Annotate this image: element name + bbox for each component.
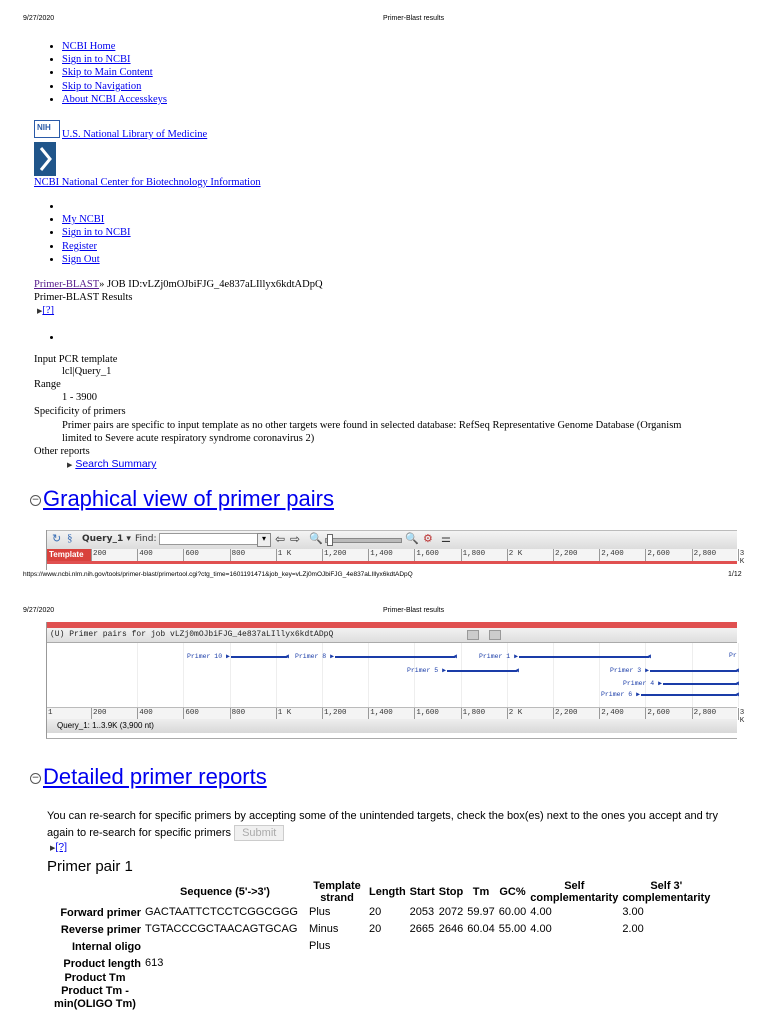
table-cell xyxy=(528,938,620,955)
header-blank xyxy=(47,880,143,904)
graphic-viewer-top xyxy=(46,530,745,570)
table-cell xyxy=(367,938,408,955)
ruler-tick-label: 1,200 xyxy=(324,550,347,558)
table-cell xyxy=(143,985,307,1011)
empty-list-item xyxy=(62,200,131,213)
track-area xyxy=(47,643,737,707)
triangle-right-icon: ▶ xyxy=(50,845,56,852)
link-ncbi-home[interactable]: NCBI Home xyxy=(62,41,116,52)
zoom-in-icon[interactable]: 🔍 xyxy=(405,532,419,545)
table-cell xyxy=(497,985,529,1011)
ruler-tick-label: 1,800 xyxy=(462,550,486,558)
find-input[interactable] xyxy=(159,533,271,545)
print-footer-page: 1/12 xyxy=(728,571,742,578)
grid-line xyxy=(461,643,462,707)
table-cell: 4.00 xyxy=(530,906,552,918)
reverse-primer-arrow-icon: ◀ xyxy=(735,667,739,674)
ruler-tick-label: 1,400 xyxy=(370,550,393,558)
primer-line[interactable] xyxy=(335,656,455,658)
table-cell: 3.00 xyxy=(622,906,644,918)
ruler-tick-label: 200 xyxy=(93,550,107,558)
row-label: Product length xyxy=(63,957,141,970)
triangle-right-icon: ▶ xyxy=(67,462,73,469)
row-label: Forward primer xyxy=(60,906,141,919)
ruler-tick xyxy=(692,549,693,561)
ruler-tick-label: 2,800 xyxy=(693,550,717,558)
help-toggle[interactable] xyxy=(37,305,54,316)
primer-label[interactable]: Primer 4 ▶ xyxy=(623,680,663,687)
grid-line xyxy=(553,643,554,707)
table-cell xyxy=(143,972,307,985)
nih-badge-text: NIH xyxy=(37,123,51,132)
triangle-right-icon: ▶ xyxy=(37,307,43,315)
table-cell xyxy=(465,972,497,985)
pan-left-icon[interactable]: ⇦ xyxy=(275,532,286,546)
print-header-title: Primer-Blast results xyxy=(383,15,445,22)
row-label: Product Tm xyxy=(64,972,126,984)
info-input-value: lcl|Query_1 xyxy=(62,366,112,377)
link-skip-main[interactable]: Skip to Main Content xyxy=(62,67,153,79)
row-label: Reverse primer xyxy=(60,923,141,936)
table-cell xyxy=(528,972,620,985)
table-cell: 2646 xyxy=(438,923,464,935)
help-toggle-2[interactable] xyxy=(50,841,67,853)
row-label: Product Tm - min(OLIGO Tm) xyxy=(54,985,136,1010)
submit-button[interactable]: Submit xyxy=(234,825,284,841)
table-cell: 2053 xyxy=(409,906,435,918)
table-cell: Plus xyxy=(309,906,331,918)
table-cell xyxy=(143,938,307,955)
find-label: Find: xyxy=(135,534,157,544)
pan-right-icon[interactable]: ⇨ xyxy=(290,532,301,546)
primer-label[interactable]: Pr xyxy=(729,652,737,659)
settings-icon[interactable]: ⚌ xyxy=(441,532,451,545)
table-row xyxy=(47,972,712,985)
info-other-label: Other reports xyxy=(34,446,90,457)
ruler-tick-label: 2,200 xyxy=(555,709,578,717)
table-cell: 20 xyxy=(369,923,382,935)
ruler-tick-label: 2,600 xyxy=(647,550,670,558)
ruler-tick xyxy=(599,549,600,561)
reverse-primer-arrow-icon: ◀ xyxy=(285,653,289,660)
print-header-date: 9/27/2020 xyxy=(23,15,55,22)
table-cell xyxy=(465,955,497,972)
viewer-toolbar xyxy=(47,530,737,550)
ruler-tick-label: 1,400 xyxy=(370,709,393,717)
zoom-slider[interactable] xyxy=(325,538,402,543)
table-cell: Plus xyxy=(309,940,331,952)
link-sign-in[interactable]: Sign in to NCBI xyxy=(62,54,131,66)
nih-logo-icon[interactable] xyxy=(34,120,60,138)
primer-table xyxy=(47,880,712,1011)
table-cell xyxy=(307,955,367,972)
info-spec-label: Specificity of primers xyxy=(34,406,126,417)
ruler-tick-label: 1,200 xyxy=(324,709,347,717)
table-cell xyxy=(528,985,620,1011)
table-cell: 4.00 xyxy=(530,923,552,935)
table-cell: 59.97 xyxy=(467,906,495,918)
ruler-tick-label: 3 K xyxy=(739,709,745,725)
primer-label[interactable]: Primer 5 ▶ xyxy=(407,667,447,674)
ruler-tick-label: 2,800 xyxy=(693,709,717,717)
primer-label[interactable]: Primer 8 ▶ xyxy=(295,653,335,660)
primer-line[interactable] xyxy=(641,694,737,696)
primer-label[interactable]: Primer 1 ▶ xyxy=(479,653,519,660)
ruler-tick-label: 1 xyxy=(48,709,53,717)
reverse-primer-arrow-icon: ◀ xyxy=(647,653,651,660)
ruler-tick-label: 1 K xyxy=(277,709,292,717)
table-cell xyxy=(620,985,712,1011)
ruler-tick-label: 2,400 xyxy=(601,709,624,717)
reverse-primer-arrow-icon: ◀ xyxy=(453,653,457,660)
ruler-tick xyxy=(91,549,92,561)
header-tm: Tm xyxy=(472,886,490,898)
ruler-tick-label: 400 xyxy=(139,709,153,717)
header-self-comp: Self complementarity xyxy=(530,880,619,904)
grid-line xyxy=(368,643,369,707)
ruler-tick-label: 800 xyxy=(231,550,246,558)
graphical-heading[interactable] xyxy=(30,486,334,512)
info-spec-value: Primer pairs are specific to input template as no other targets were found in selected database: RefSeq Representative Genome Database (Organism limited to Severe acute respiratory syndrome coronavirus 2) xyxy=(62,420,682,444)
table-cell: 55.00 xyxy=(498,923,527,935)
zoom-slider-thumb[interactable] xyxy=(327,534,333,546)
table-cell: 2072 xyxy=(438,906,464,918)
ruler-tick xyxy=(738,708,739,720)
table-cell xyxy=(465,938,497,955)
ruler-tick xyxy=(230,549,231,561)
table-cell: 613 xyxy=(145,957,164,969)
help-link[interactable]: [?] xyxy=(42,305,55,316)
ruler-tick-label: 2 K xyxy=(508,709,523,717)
table-cell xyxy=(437,972,465,985)
ruler-tick xyxy=(414,549,415,561)
table-cell xyxy=(307,972,367,985)
header-stop: Stop xyxy=(438,886,464,898)
table-cell xyxy=(437,985,465,1011)
ruler-top xyxy=(91,549,745,566)
ruler-tick-label: 200 xyxy=(93,709,107,717)
track-title: (U) Primer pairs for job vLZj0mOJbiFJG_4e837aLIllyx6kdtADpQ xyxy=(50,630,334,639)
table-cell: 2.00 xyxy=(622,923,644,935)
table-cell: TGTACCCGCTAACAGTGCAG xyxy=(145,923,298,935)
track-close-icon[interactable] xyxy=(489,630,501,640)
ruler-tick-label: 1 K xyxy=(277,550,292,558)
link-skip-nav[interactable]: Skip to Navigation xyxy=(62,80,142,92)
table-cell: 2665 xyxy=(409,923,435,935)
header-gc: GC% xyxy=(499,886,526,898)
ruler-tick-label: 1,800 xyxy=(462,709,486,717)
table-row xyxy=(47,938,712,955)
search-summary-toggle[interactable] xyxy=(67,458,156,470)
ruler-tick xyxy=(368,549,369,561)
breadcrumb-job-id: » JOB ID:vLZj0mOJbiFJG_4e837aLIllyx6kdtADpQ xyxy=(99,279,323,290)
ruler-tick xyxy=(137,549,138,561)
primer-label[interactable]: Primer 10 ▶ xyxy=(187,653,230,660)
grid-line xyxy=(276,643,277,707)
table-row xyxy=(47,955,712,972)
print-header-title-2: Primer-Blast results xyxy=(383,607,445,614)
detailed-heading[interactable] xyxy=(30,764,267,790)
template-label: Template xyxy=(47,549,91,561)
link-sign-out[interactable]: Sign Out xyxy=(62,253,100,265)
table-cell xyxy=(497,955,529,972)
ruler-tick xyxy=(183,549,184,561)
query-select-label: Query_1 xyxy=(82,534,124,544)
table-row xyxy=(47,904,712,921)
reverse-primer-arrow-icon: ◀ xyxy=(735,691,739,698)
link-register[interactable]: Register xyxy=(62,240,97,252)
ruler-tick-label: 2,200 xyxy=(555,550,578,558)
top-links xyxy=(62,40,167,106)
table-cell xyxy=(408,972,437,985)
table-cell xyxy=(620,955,712,972)
table-cell xyxy=(367,985,408,1011)
ruler-tick-label: 2 K xyxy=(508,550,523,558)
ruler-tick-label: 600 xyxy=(185,550,199,558)
zoom-out-icon[interactable]: 🔍 xyxy=(309,532,323,545)
breadcrumb xyxy=(34,279,323,290)
ruler-tick xyxy=(276,549,277,561)
collapse-icon[interactable]: − xyxy=(31,495,40,505)
results-title: Primer-BLAST Results xyxy=(34,292,133,303)
primer-line[interactable] xyxy=(650,670,737,672)
refresh-icon[interactable]: ↻ xyxy=(52,533,62,545)
ruler-tick-label: 2,600 xyxy=(647,709,670,717)
table-cell xyxy=(408,985,437,1011)
table-cell xyxy=(528,955,620,972)
print-header-date-2: 9/27/2020 xyxy=(23,607,55,614)
table-cell xyxy=(620,972,712,985)
grid-line xyxy=(137,643,138,707)
table-cell: 60.04 xyxy=(467,923,495,935)
track-settings-icon[interactable] xyxy=(467,630,479,640)
breadcrumb-primer-blast[interactable]: Primer-BLAST xyxy=(34,279,100,290)
link-accesskeys[interactable]: About NCBI Accesskeys xyxy=(62,93,167,105)
table-cell xyxy=(620,938,712,955)
primer-line[interactable] xyxy=(447,670,517,672)
ruler-tick-label: 1,600 xyxy=(416,550,439,558)
header-length: Length xyxy=(369,886,406,898)
table-cell xyxy=(307,985,367,1011)
graphical-heading-text: Graphical view of primer pairs xyxy=(43,486,334,511)
primer-line[interactable] xyxy=(663,683,737,685)
primer-label[interactable]: Primer 3 ▶ xyxy=(610,667,650,674)
grid-line xyxy=(692,643,693,707)
table-cell xyxy=(497,938,529,955)
link-ncbi[interactable]: NCBI National Center for Biotechnology Information xyxy=(34,177,261,188)
search-summary-link[interactable]: Search Summary xyxy=(75,458,157,470)
ruler-tick xyxy=(322,549,323,561)
print-footer-url: https://www.ncbi.nlm.nih.gov/tools/primer-blast/primertool.cgi?ctg_time=1601191471&job_key=vLZj0mOJbiFJG_4e837aLIllyx6kdtADpQ xyxy=(23,571,413,578)
pair-title: Primer pair 1 xyxy=(47,858,133,875)
ruler-tick-label: 600 xyxy=(185,709,199,717)
detailed-heading-text: Detailed primer reports xyxy=(43,764,267,789)
ruler-tick-label: 400 xyxy=(139,550,153,558)
table-row xyxy=(47,921,712,938)
query-status: Query_1: 1..3.9K (3,900 nt) xyxy=(47,719,737,733)
reverse-primer-arrow-icon: ◀ xyxy=(515,667,519,674)
ruler-tick xyxy=(738,549,739,561)
find-dropdown[interactable]: ▾ xyxy=(257,533,271,547)
query-select[interactable]: Query_1 ▾ xyxy=(82,534,131,544)
reverse-primer-arrow-icon: ◀ xyxy=(735,680,739,687)
table-cell xyxy=(408,938,437,955)
help-link-2[interactable]: [?] xyxy=(55,841,68,853)
table-cell xyxy=(367,955,408,972)
ruler-tick-label: 800 xyxy=(231,709,246,717)
graphic-viewer-bottom xyxy=(46,622,745,739)
primer-line[interactable] xyxy=(231,656,287,658)
table-row xyxy=(47,985,712,1011)
ruler-tick xyxy=(553,549,554,561)
user-links xyxy=(62,200,131,266)
link-sign-in-2[interactable]: Sign in to NCBI xyxy=(62,227,131,239)
header-sequence: Sequence (5'->3') xyxy=(180,886,270,898)
table-cell xyxy=(437,955,465,972)
ruler-tick-label: 3 K xyxy=(739,550,745,566)
table-cell xyxy=(465,985,497,1011)
detailed-text-body: You can re-search for specific primers by accepting some of the unintended targets, check the box(es) next to the ones you accept and try again to re-search for specific primers xyxy=(47,810,718,839)
table-header-row xyxy=(47,880,712,904)
primer-label[interactable]: Primer 6 ▶ xyxy=(601,691,641,698)
table-cell xyxy=(408,955,437,972)
ruler-tick xyxy=(645,549,646,561)
info-range-value: 1 - 3900 xyxy=(62,392,97,403)
header-start: Start xyxy=(409,886,435,898)
collapse-icon-2[interactable]: − xyxy=(31,773,40,783)
header-self3-comp: Self 3' complementarity xyxy=(622,880,711,904)
table-cell xyxy=(437,938,465,955)
row-label: Internal oligo xyxy=(71,940,141,953)
track-header xyxy=(47,628,737,643)
empty-bullet xyxy=(62,331,65,344)
header-strand: Template strand xyxy=(313,880,361,904)
grid-line xyxy=(183,643,184,707)
table-cell: GACTAATTCTCCTCGGCGGG xyxy=(145,906,298,918)
table-cell xyxy=(497,972,529,985)
sequence-icon[interactable]: § xyxy=(67,532,73,544)
ruler-tick xyxy=(507,549,508,561)
table-cell: 60.00 xyxy=(498,906,527,918)
info-input-label: Input PCR template xyxy=(34,354,118,365)
link-nlm[interactable]: U.S. National Library of Medicine xyxy=(62,129,208,140)
table-cell: Minus xyxy=(309,923,339,935)
table-cell xyxy=(367,972,408,985)
ruler-tick xyxy=(461,549,462,561)
ruler-tick-label: 1,600 xyxy=(416,709,439,717)
tools-icon[interactable]: ⚙ xyxy=(423,532,433,545)
link-my-ncbi[interactable]: My NCBI xyxy=(62,214,105,226)
table-cell: 20 xyxy=(369,906,382,918)
primer-line[interactable] xyxy=(519,656,649,658)
detailed-text xyxy=(47,808,737,842)
info-range-label: Range xyxy=(34,379,61,390)
ncbi-logo-icon[interactable] xyxy=(34,142,56,176)
template-bar xyxy=(47,561,737,564)
ruler-tick-label: 2,400 xyxy=(601,550,624,558)
grid-line xyxy=(414,643,415,707)
